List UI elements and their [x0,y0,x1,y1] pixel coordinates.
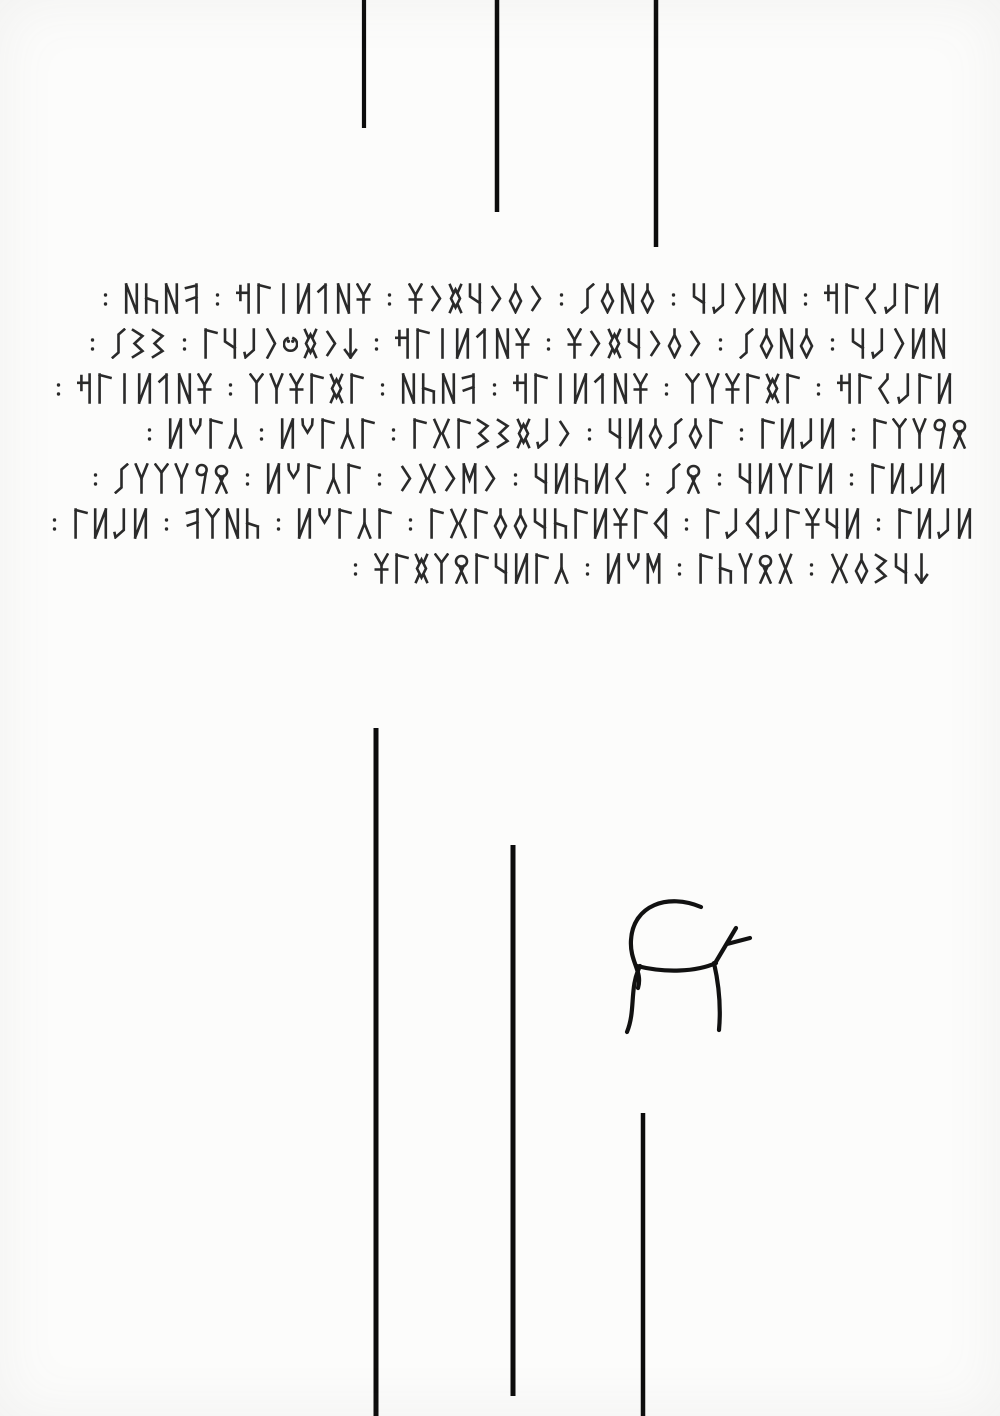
word-separator-colon [227,373,234,404]
rune-glyph-gamma [349,373,364,404]
rune-glyph-odal [952,418,967,449]
rune-glyph-y1 [205,508,220,539]
rune-glyph-y1 [892,418,907,449]
rune-glyph-x [778,553,793,584]
rune-glyph-frev [461,373,476,404]
rune-glyph-diamondtick [854,553,869,584]
rune-glyph-y1 [685,373,700,404]
rune-glyph-zigzag3 [874,553,889,584]
rune-glyph-y2 [134,463,149,494]
rune-glyph-xdiamond [607,328,622,359]
rune-glyph-rangle [528,283,543,314]
rune-glyph-gamma [337,508,352,539]
rune-glyph-gamma [917,373,932,404]
rune-glyph-gamma [473,508,488,539]
rune-glyph-n1 [441,373,456,404]
rune-glyph-one [475,328,490,359]
rune-glyph-n2 [780,418,795,449]
word-separator-colon [379,373,386,404]
rune-glyph-h [553,508,568,539]
rune-glyph-y2 [778,463,793,494]
rune-glyph-ta [513,373,528,404]
rune-glyph-n2 [554,463,569,494]
rune-glyph-h [144,283,159,314]
rune-glyph-gamma [203,328,218,359]
rune-glyph-xdiamond [448,283,463,314]
rune-glyph-esh [114,463,129,494]
rune-glyph-n2 [514,553,529,584]
rune-glyph-n2 [133,508,148,539]
rune-glyph-gamma [429,508,444,539]
rune-glyph-xdiamond [765,373,780,404]
rune-glyph-frev [185,508,200,539]
rune-line-1 [15,283,1000,314]
rune-glyph-gamma [705,508,720,539]
rune-glyph-n1 [177,373,192,404]
rune-glyph-n1 [613,373,628,404]
rune-line-6 [6,508,1000,539]
rune-glyph-n2 [455,328,470,359]
word-separator-colon [676,553,683,584]
rune-glyph-yen [374,553,389,584]
rune-glyph-yinv [357,508,372,539]
rune-glyph-y1 [154,463,169,494]
rune-glyph-y2 [174,463,189,494]
rune-glyph-ch4 [494,553,509,584]
rune-glyph-gamma [97,373,112,404]
rune-glyph-zigzag3 [476,418,491,449]
rune-glyph-h [574,463,589,494]
rune-glyph-ch4 [738,463,753,494]
rune-glyph-gamma [760,418,775,449]
rune-glyph-gamma [573,508,588,539]
rune-glyph-diamondtick [648,418,663,449]
rune-glyph-ic [418,463,437,494]
rune-glyph-yen [567,328,582,359]
rune-glyph-y2 [269,373,284,404]
word-separator-colon [214,283,221,314]
rune-glyph-n2 [818,463,833,494]
rune-glyph-n2 [628,418,643,449]
word-separator-colon [829,328,836,359]
rune-glyph-rangle [587,328,602,359]
rune-glyph-n1 [931,328,946,359]
rune-glyph-j [765,508,780,539]
rune-glyph-ic [830,553,849,584]
rune-glyph-gamma [377,508,392,539]
word-separator-colon [373,328,380,359]
rune-glyph-n1 [620,283,635,314]
rune-glyph-q9 [932,418,947,449]
rune-glyph-odal [454,553,469,584]
rune-glyph-zigzag3 [151,328,166,359]
rune-glyph-gamma [870,463,885,494]
rune-glyph-n2 [917,508,932,539]
rune-glyph-esh [668,418,683,449]
rune-glyph-ch4 [534,463,549,494]
rune-glyph-xdiamond [516,418,531,449]
rune-glyph-diamondtick [799,328,814,359]
rune-glyph-diamondtick [667,328,682,359]
rune-glyph-rtall [891,328,906,359]
word-separator-colon [670,283,677,314]
word-separator-colon [848,463,855,494]
rune-glyph-drev [745,508,760,539]
rune-glyph-rtall [263,328,278,359]
word-separator-colon [808,553,815,584]
rune-glyph-n2 [168,418,183,449]
rune-glyph-j [712,283,727,314]
rune-glyph-j [910,463,925,494]
rune-glyph-ch4 [608,418,623,449]
rune-glyph-diamondtick [600,283,615,314]
rune-glyph-yen [515,328,530,359]
rune-glyph-n2 [911,328,926,359]
word-separator-colon [244,463,251,494]
rune-glyph-rangle [482,463,497,494]
rune-glyph-n2 [137,373,152,404]
rune-glyph-gamma [456,418,471,449]
rune-glyph-yen [805,508,820,539]
word-separator-colon [644,463,651,494]
rune-glyph-rangle [323,328,338,359]
rune-glyph-arrowdown [343,328,358,359]
rune-glyph-diamondtick [759,328,774,359]
word-separator-colon [386,283,393,314]
rune-glyph-h [718,553,733,584]
rune-glyph-gamma [73,508,88,539]
word-separator-colon [55,373,62,404]
rune-glyph-n2 [280,418,295,449]
rune-line-5 [13,463,1000,494]
rune-glyph-diamondtick [493,508,508,539]
rune-glyph-j [884,283,899,314]
rune-glyph-n1 [772,283,787,314]
rune-glyph-j [243,328,258,359]
rune-glyph-q9 [194,463,209,494]
word-separator-colon [815,373,822,404]
rune-glyph-diamondtick [640,283,655,314]
rune-glyph-rangle [647,328,662,359]
word-separator-colon [376,463,383,494]
rune-glyph-ta [837,373,852,404]
rune-glyph-rangle [488,283,503,314]
rune-glyph-ch4 [468,283,483,314]
rune-glyph-gamma [534,553,549,584]
rune-glyph-ic [432,418,451,449]
word-separator-colon [716,463,723,494]
rune-glyph-j [725,508,740,539]
rune-glyph-ch4 [825,508,840,539]
rune-glyph-yen [633,373,648,404]
rune-glyph-gamma [745,373,760,404]
word-separator-colon [181,328,188,359]
rune-glyph-gamma [412,418,427,449]
rune-glyph-n2 [957,508,972,539]
rune-glyph-frev [184,283,199,314]
rune-glyph-n1 [779,328,794,359]
rune-glyph-one [316,283,331,314]
rune-glyph-j [897,373,912,404]
rune-glyph-y2 [738,553,753,584]
word-separator-colon [163,508,170,539]
word-separator-colon [491,373,498,404]
rune-glyph-drev [653,508,668,539]
word-separator-colon [102,283,109,314]
word-separator-colon [258,418,265,449]
rune-glyph-n1 [401,373,416,404]
rune-glyph-n2 [845,508,860,539]
rune-glyph-y2 [705,373,720,404]
rune-glyph-s2 [877,373,892,404]
rune-glyph-zigzag3 [131,328,146,359]
rune-glyph-gamma [708,418,723,449]
rune-glyph-n1 [225,508,240,539]
rune-glyph-j [113,508,128,539]
rune-glyph-rangle [398,463,413,494]
rune-glyph-gamma [306,463,321,494]
rune-glyph-n2 [296,283,311,314]
rune-glyph-i [117,373,132,404]
rune-glyph-gamma [633,508,648,539]
rune-glyph-n2 [937,373,952,404]
rune-glyph-y2 [912,418,927,449]
rune-glyph-ch4 [223,328,238,359]
word-separator-colon [89,328,96,359]
rune-glyph-n2 [890,463,905,494]
word-separator-colon [407,508,414,539]
rune-glyph-ch4 [894,553,909,584]
word-separator-colon [683,508,690,539]
rune-glyph-gamma [785,373,800,404]
rune-glyph-odal [758,553,773,584]
rune-glyph-n2 [606,553,621,584]
rune-glyph-gamma [844,283,859,314]
rune-glyph-rangle [428,283,443,314]
rune-glyph-m [462,463,477,494]
rune-glyph-n2 [266,463,281,494]
rune-glyph-n2 [924,283,939,314]
rune-glyph-ch4 [692,283,707,314]
vertical-rule-lines [364,0,656,1416]
rune-glyph-i [276,283,291,314]
rune-glyph-yen [613,508,628,539]
rune-glyph-i [553,373,568,404]
rune-glyph-diamondtick [688,418,703,449]
rune-glyph-n2 [93,508,108,539]
rune-glyph-i [435,328,450,359]
rune-glyph-yen [408,283,423,314]
rune-glyph-gamma [320,418,335,449]
rune-glyph-s2 [864,283,879,314]
runic-text-block [0,283,1000,598]
rune-glyph-h [245,508,260,539]
rune-glyph-gamma [533,373,548,404]
rune-glyph-xdiamond [414,553,429,584]
rune-glyph-n1 [124,283,139,314]
rune-line-2 [12,328,1000,359]
rune-glyph-j [536,418,551,449]
rune-glyph-yen [725,373,740,404]
rune-glyph-n2 [573,373,588,404]
rune-glyph-yen [356,283,371,314]
rune-glyph-s2 [614,463,629,494]
rune-glyph-uhigh [300,418,315,449]
rune-glyph-arrowdown [914,553,929,584]
rune-glyph-h [421,373,436,404]
rune-glyph-ic [449,508,468,539]
rune-glyph-uhigh [188,418,203,449]
rune-glyph-gamma [872,418,887,449]
rune-glyph-diamondtick [513,508,528,539]
rune-glyph-n2 [752,283,767,314]
rune-glyph-gamma [798,463,813,494]
rune-glyph-n1 [495,328,510,359]
word-separator-colon [875,508,882,539]
rune-glyph-rangle [442,463,457,494]
rune-glyph-gamma [415,328,430,359]
rune-glyph-uhigh [317,508,332,539]
rune-glyph-gamma [309,373,324,404]
ibex-figure [627,901,750,1032]
rune-line-3 [0,373,998,404]
rune-glyph-n2 [758,463,773,494]
rune-glyph-n2 [593,508,608,539]
rune-glyph-xdiamond [303,328,318,359]
rune-glyph-one [157,373,172,404]
rune-glyph-j [871,328,886,359]
rune-glyph-n2 [594,463,609,494]
rune-glyph-zigzag3 [496,418,511,449]
word-separator-colon [545,328,552,359]
rune-glyph-n1 [336,283,351,314]
rune-glyph-esh [739,328,754,359]
rune-glyph-esh [580,283,595,314]
rune-glyph-uhigh [626,553,641,584]
rune-glyph-n1 [164,283,179,314]
rune-glyph-ta [236,283,251,314]
rune-line-4 [51,418,1000,449]
rune-glyph-j [800,418,815,449]
rune-glyph-yen [197,373,212,404]
word-separator-colon [850,418,857,449]
rune-glyph-yen [289,373,304,404]
rune-glyph-xdiamond [329,373,344,404]
rune-glyph-ch4 [851,328,866,359]
rune-glyph-ta [395,328,410,359]
word-separator-colon [51,508,58,539]
rune-line-7 [135,553,1000,584]
rune-glyph-gamma [360,418,375,449]
word-separator-colon [663,373,670,404]
rune-glyph-odal [686,463,701,494]
rune-glyph-gamma [474,553,489,584]
rune-glyph-uhigh [286,463,301,494]
rune-glyph-yinv [554,553,569,584]
rune-glyph-diamondtick [508,283,523,314]
rune-glyph-gamma [785,508,800,539]
rune-glyph-yinv [228,418,243,449]
word-separator-colon [390,418,397,449]
rune-glyph-n2 [297,508,312,539]
rune-glyph-ch4 [533,508,548,539]
rune-glyph-circleface [283,328,298,359]
rune-glyph-y1 [249,373,264,404]
rune-glyph-ta [824,283,839,314]
word-separator-colon [146,418,153,449]
rune-glyph-gamma [346,463,361,494]
rune-glyph-esh [111,328,126,359]
rune-glyph-one [593,373,608,404]
rune-glyph-ch4 [627,328,642,359]
rune-glyph-gamma [857,373,872,404]
rune-glyph-j [937,508,952,539]
word-separator-colon [584,553,591,584]
rune-glyph-yinv [326,463,341,494]
rune-glyph-n2 [820,418,835,449]
word-separator-colon [558,283,565,314]
rune-glyph-gamma [698,553,713,584]
rune-glyph-yinv [340,418,355,449]
rune-glyph-rtall [732,283,747,314]
word-separator-colon [92,463,99,494]
rune-glyph-esh [666,463,681,494]
word-separator-colon [717,328,724,359]
word-separator-colon [738,418,745,449]
word-separator-colon [586,418,593,449]
rune-glyph-gamma [904,283,919,314]
rune-glyph-gamma [897,508,912,539]
rune-glyph-gamma [394,553,409,584]
rune-glyph-odal [214,463,229,494]
rune-glyph-gamma [208,418,223,449]
rune-glyph-gamma [256,283,271,314]
rune-glyph-m [646,553,661,584]
rune-glyph-ta [77,373,92,404]
word-separator-colon [352,553,359,584]
rune-glyph-y1 [434,553,449,584]
word-separator-colon [275,508,282,539]
rune-glyph-rangle [556,418,571,449]
word-separator-colon [512,463,519,494]
rune-glyph-n2 [930,463,945,494]
rune-glyph-rangle [687,328,702,359]
word-separator-colon [802,283,809,314]
